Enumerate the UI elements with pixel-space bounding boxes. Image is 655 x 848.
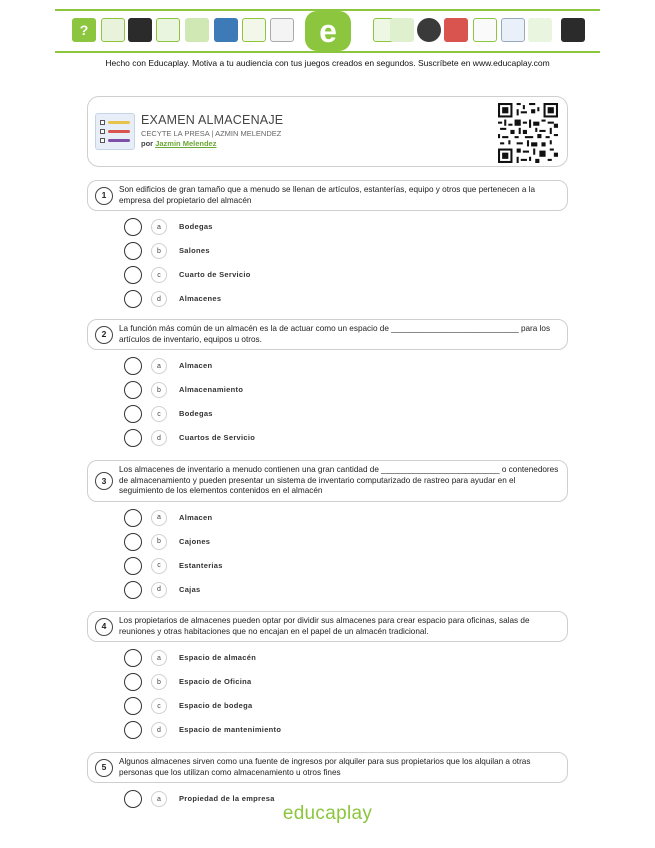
option-c [87, 694, 568, 718]
radio-button[interactable] [124, 581, 142, 599]
option-text: Espacio de bodega [179, 701, 253, 710]
radio-button[interactable] [124, 557, 142, 575]
radio-button[interactable] [124, 721, 142, 739]
qr-code-icon [498, 103, 558, 163]
radio-button[interactable] [124, 673, 142, 691]
question-text: Son edificios de gran tamaño que a menudo se llenan de artículos, estanterías, equipo y otros que pertenecen a la empresa del propietario del almacén [119, 185, 536, 205]
author-prefix: por [141, 139, 154, 148]
question-box [87, 180, 568, 211]
quiz-header-card [87, 96, 568, 167]
option-letter: d [151, 722, 167, 738]
list-icon [501, 18, 525, 42]
option-d [87, 578, 568, 602]
radio-button[interactable] [124, 697, 142, 715]
option-text: Cuartos de Servicio [179, 433, 256, 442]
option-text: Almacenes [179, 294, 222, 303]
option-letter: c [151, 406, 167, 422]
question-number: 1 [95, 187, 113, 205]
radio-button[interactable] [124, 429, 142, 447]
frog-icon [185, 18, 209, 42]
option-text: Almacen [179, 512, 213, 522]
question-box [87, 752, 568, 783]
option-letter: b [151, 534, 167, 550]
question-text: Los propietarios de almacenes pueden optar por dividir sus almacenes para crear espacio para oficinas, salas de reuniones y otras habitaciones que no encajan en el papel de un almacén tradicional. [119, 616, 530, 636]
banner-bottom-line [55, 51, 600, 53]
radio-button[interactable] [124, 266, 142, 284]
option-text: Espacio de almacén [179, 653, 257, 662]
option-a [87, 215, 568, 239]
quiz-icon-bar [108, 130, 130, 133]
checkbox-icon [100, 129, 105, 134]
option-letter: a [151, 358, 167, 374]
option-letter: c [151, 558, 167, 574]
option-a [87, 506, 568, 530]
option-letter: b [151, 243, 167, 259]
option-text: Bodegas [179, 222, 213, 231]
option-d [87, 718, 568, 742]
video-quiz-icon [561, 18, 585, 42]
option-text: Salones [179, 246, 210, 255]
question-number: 4 [95, 618, 113, 636]
checkbox-icon [100, 138, 105, 143]
dialogue-icon [156, 18, 180, 42]
top-banner [55, 9, 600, 53]
radio-button[interactable] [124, 509, 142, 527]
option-letter: a [151, 219, 167, 235]
option-letter: a [151, 791, 167, 807]
option-text: Almacenamiento [179, 385, 244, 394]
radio-button[interactable] [124, 405, 142, 423]
question-box [87, 460, 568, 502]
option-text: Cuarto de Servicio [179, 270, 251, 279]
option-text: Espacio de mantenimiento [179, 725, 282, 734]
option-letter: c [151, 698, 167, 714]
radio-button[interactable] [124, 290, 142, 308]
option-d [87, 426, 568, 450]
radio-button[interactable] [124, 381, 142, 399]
option-b [87, 670, 568, 694]
promo-text: Hecho con Educaplay. Motiva a tu audiencia con tus juegos creados en segundos. Suscríbete en www.educaplay.com [105, 58, 550, 68]
crossword-icon [128, 18, 152, 42]
option-a [87, 646, 568, 670]
question-1 [87, 180, 568, 311]
check-icon [444, 18, 468, 42]
option-a [87, 354, 568, 378]
map-icon [214, 18, 238, 42]
radio-button[interactable] [124, 649, 142, 667]
option-letter: d [151, 582, 167, 598]
radio-button[interactable] [124, 533, 142, 551]
option-letter: d [151, 291, 167, 307]
option-letter: b [151, 382, 167, 398]
quiz-author [141, 139, 216, 148]
author-link[interactable]: Jazmin Melendez [155, 139, 217, 148]
question-text: La función más común de un almacén es la de actuar como un espacio de ____________________________ para los artículos de inventario, equipos u otros. [119, 324, 551, 344]
dot-grid-icon [473, 18, 497, 42]
roulette-icon [417, 18, 441, 42]
option-c [87, 554, 568, 578]
pen-icon [528, 18, 552, 42]
question-number: 5 [95, 759, 113, 777]
footer-brand: educaplay [282, 803, 373, 824]
question-3 [87, 460, 568, 602]
option-text: Propiedad de la empresa [179, 794, 275, 803]
question-box [87, 319, 568, 350]
map-quiz-icon [390, 18, 414, 42]
quiz-icon [95, 113, 135, 150]
option-text: Cajones [179, 536, 211, 546]
option-text: Espacio de Oficina [179, 677, 252, 686]
educaplay-logo: e [305, 11, 351, 51]
radio-button[interactable] [124, 242, 142, 260]
quiz-icon-bar [108, 121, 130, 124]
option-letter: d [151, 430, 167, 446]
question-number: 2 [95, 326, 113, 344]
options-list [87, 506, 568, 602]
question-text: Algunos almacenes sirven como una fuente de ingresos por alquiler para sus propietarios que los alquilan a otras personas que los utilizan como almacenamiento u otros fines [119, 757, 531, 777]
letter-grid-icon [242, 18, 266, 42]
question-mark-icon: ? [72, 18, 96, 42]
options-list [87, 354, 568, 450]
question-4 [87, 611, 568, 742]
quiz-subtitle: CECYTE LA PRESA | AZMIN MELENDEZ [141, 129, 282, 138]
quiz-icon-bar [108, 139, 130, 142]
quiz-title: EXAMEN ALMACENAJE [141, 113, 284, 127]
options-list [87, 646, 568, 742]
option-letter: a [151, 650, 167, 666]
option-c [87, 263, 568, 287]
option-text: Cajas [179, 584, 201, 594]
option-text: Almacen [179, 361, 213, 370]
option-text: Estanterias [179, 560, 223, 570]
option-b [87, 239, 568, 263]
question-2 [87, 319, 568, 450]
radio-button[interactable] [124, 357, 142, 375]
memory-cards-icon [270, 18, 294, 42]
option-b [87, 378, 568, 402]
checkbox-icon [100, 120, 105, 125]
options-list [87, 215, 568, 311]
question-text: Los almacenes de inventario a menudo contienen una gran cantidad de __________________________ o contenedores de almacenamiento y pueden presentar un sistema de inventario computarizado de rastreo para ayudar en el seguimiento de los elementos contenidos en el almacén [119, 465, 559, 495]
option-letter: c [151, 267, 167, 283]
option-c [87, 402, 568, 426]
option-d [87, 287, 568, 311]
option-letter: b [151, 674, 167, 690]
radio-button[interactable] [124, 218, 142, 236]
question-box [87, 611, 568, 642]
option-letter: a [151, 510, 167, 526]
option-b [87, 530, 568, 554]
word-search-icon [101, 18, 125, 42]
option-text: Bodegas [179, 409, 213, 418]
question-number: 3 [95, 472, 113, 490]
